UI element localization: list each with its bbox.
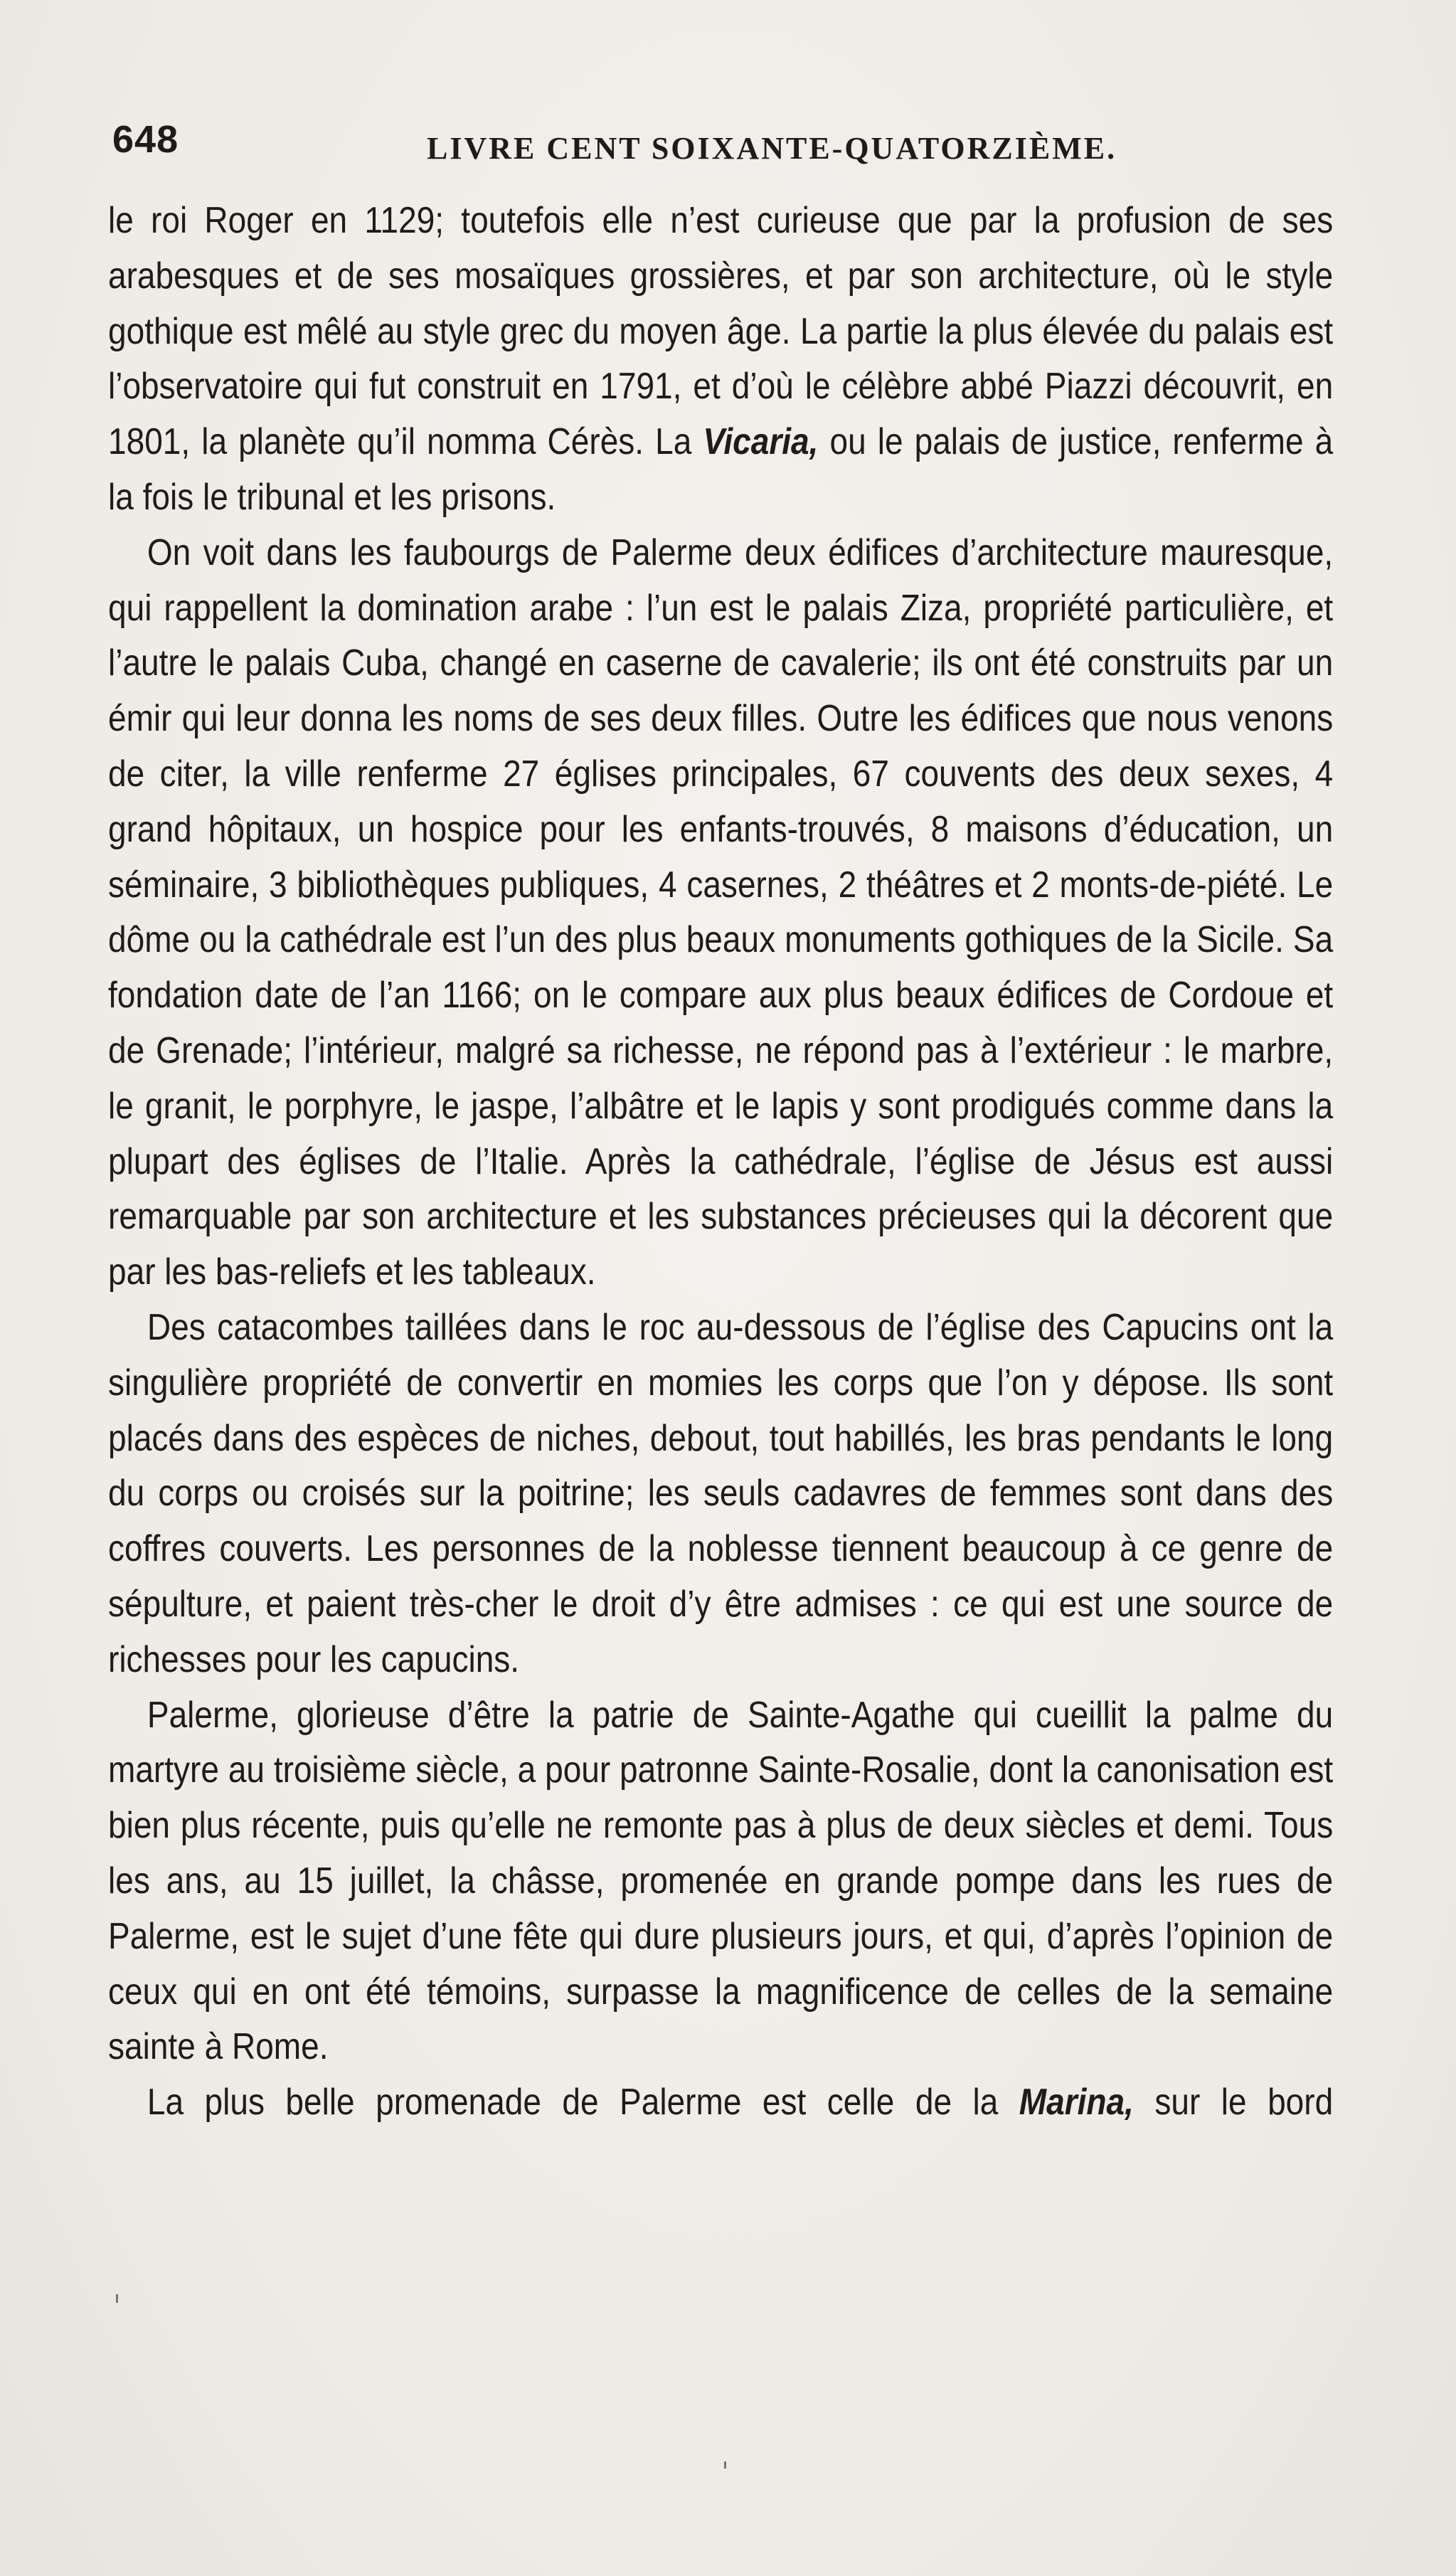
- paragraph-5: [108, 2075, 1333, 2131]
- text-segment: le roi Roger en 1129; toutefois elle n’est curieuse que par la profusion de ses arabesques et de ses mosaïques grossières, et par son architecture, où le style gothique est mêlé au style grec du moyen âge. La partie la plus élevée du palais est l’observatoire qui fut construit en 1791, et d’où le célèbre abbé Piazzi découvrit, en 1801, la planète qu’il nomma Cérès. La: [108, 200, 1334, 463]
- print-speck: [724, 2461, 726, 2469]
- text-segment-italic: Marina,: [1019, 2082, 1134, 2124]
- running-head: LIVRE CENT SOIXANTE-QUATORZIÈME.: [427, 131, 1117, 166]
- text-segment: On voit dans les faubourgs de Palerme deux édifices d’architecture mauresque, qui rappellent la domination arabe : l’un est le palais Ziza, propriété particulière, et l’autre le palais Cuba, changé en caserne de cavalerie; ils ont été construits par un émir qui leur donna les noms de ses deux filles. Outre les édifices que nous venons de citer, la ville renferme 27 églises principales, 67 couvents des deux sexes, 4 grand hôpitaux, un hospice pour les enfants-trouvés, 8 maisons d’éducation, un séminaire, 3 bibliothèques publiques, 4 casernes, 2 théâtres et 2 monts-de-piété. Le dôme ou la cathédrale est l’un des plus beaux monuments gothiques de la Sicile. Sa fondation date de l’an 1166; on le compare aux plus beaux édifices de Cordoue et de Grenade; l’intérieur, malgré sa richesse, ne répond pas à l’extérieur : le marbre, le granit, le porphyre, le jaspe, l’albâtre et le lapis y sont prodigués comme dans la plupart des églises de l’Italie. Après la cathédrale, l’église de Jésus est aussi remarquable par son architecture et les substances précieuses qui la décorent que par les bas-reliefs et les tableaux.: [108, 531, 1334, 1293]
- paragraph-3: [108, 1300, 1333, 1688]
- print-speck: [116, 2294, 118, 2303]
- text-segment-italic: Vicaria,: [703, 421, 819, 463]
- paragraph-2: [108, 526, 1333, 1300]
- paragraph-4: [108, 1688, 1333, 2076]
- text-segment: ou le palais de justice, renferme à la fois le tribunal et les prisons.: [108, 421, 1334, 518]
- text-segment: La plus belle promenade de Palerme est celle de la: [147, 2082, 1019, 2124]
- paragraph-1: [108, 194, 1333, 526]
- page-header: [112, 117, 1336, 174]
- text-segment: sur le bord: [1133, 2082, 1334, 2124]
- text-segment: Palerme, glorieuse d’être la patrie de Sainte-Agathe qui cueillit la palme du martyre au troisième siècle, a pour patronne Sainte-Rosalie, dont la canonisation est bien plus récente, puis qu’elle ne remonte pas à plus de deux siècles et demi. Tous les ans, au 15 juillet, la châsse, promenée en grande pompe dans les rues de Palerme, est le sujet d’une fête qui dure plusieurs jours, et qui, d’après l’opinion de ceux qui en ont été témoins, surpasse la magnificence de celles de la semaine sainte à Rome.: [108, 1694, 1334, 2068]
- body-text: [108, 194, 1333, 2131]
- text-segment: Des catacombes taillées dans le roc au-dessous de l’église des Capucins ont la singulière propriété de convertir en momies les corps que l’on y dépose. Ils sont placés dans des espèces de niches, debout, tout habillés, les bras pendants le long du corps ou croisés sur la poitrine; les seuls cadavres de femmes sont dans des coffres couverts. Les personnes de la noblesse tiennent beaucoup à ce genre de sépulture, et paient très-cher le droit d’y être admises : ce qui est une source de richesses pour les capucins.: [108, 1306, 1334, 1680]
- page-number: 648: [112, 118, 179, 161]
